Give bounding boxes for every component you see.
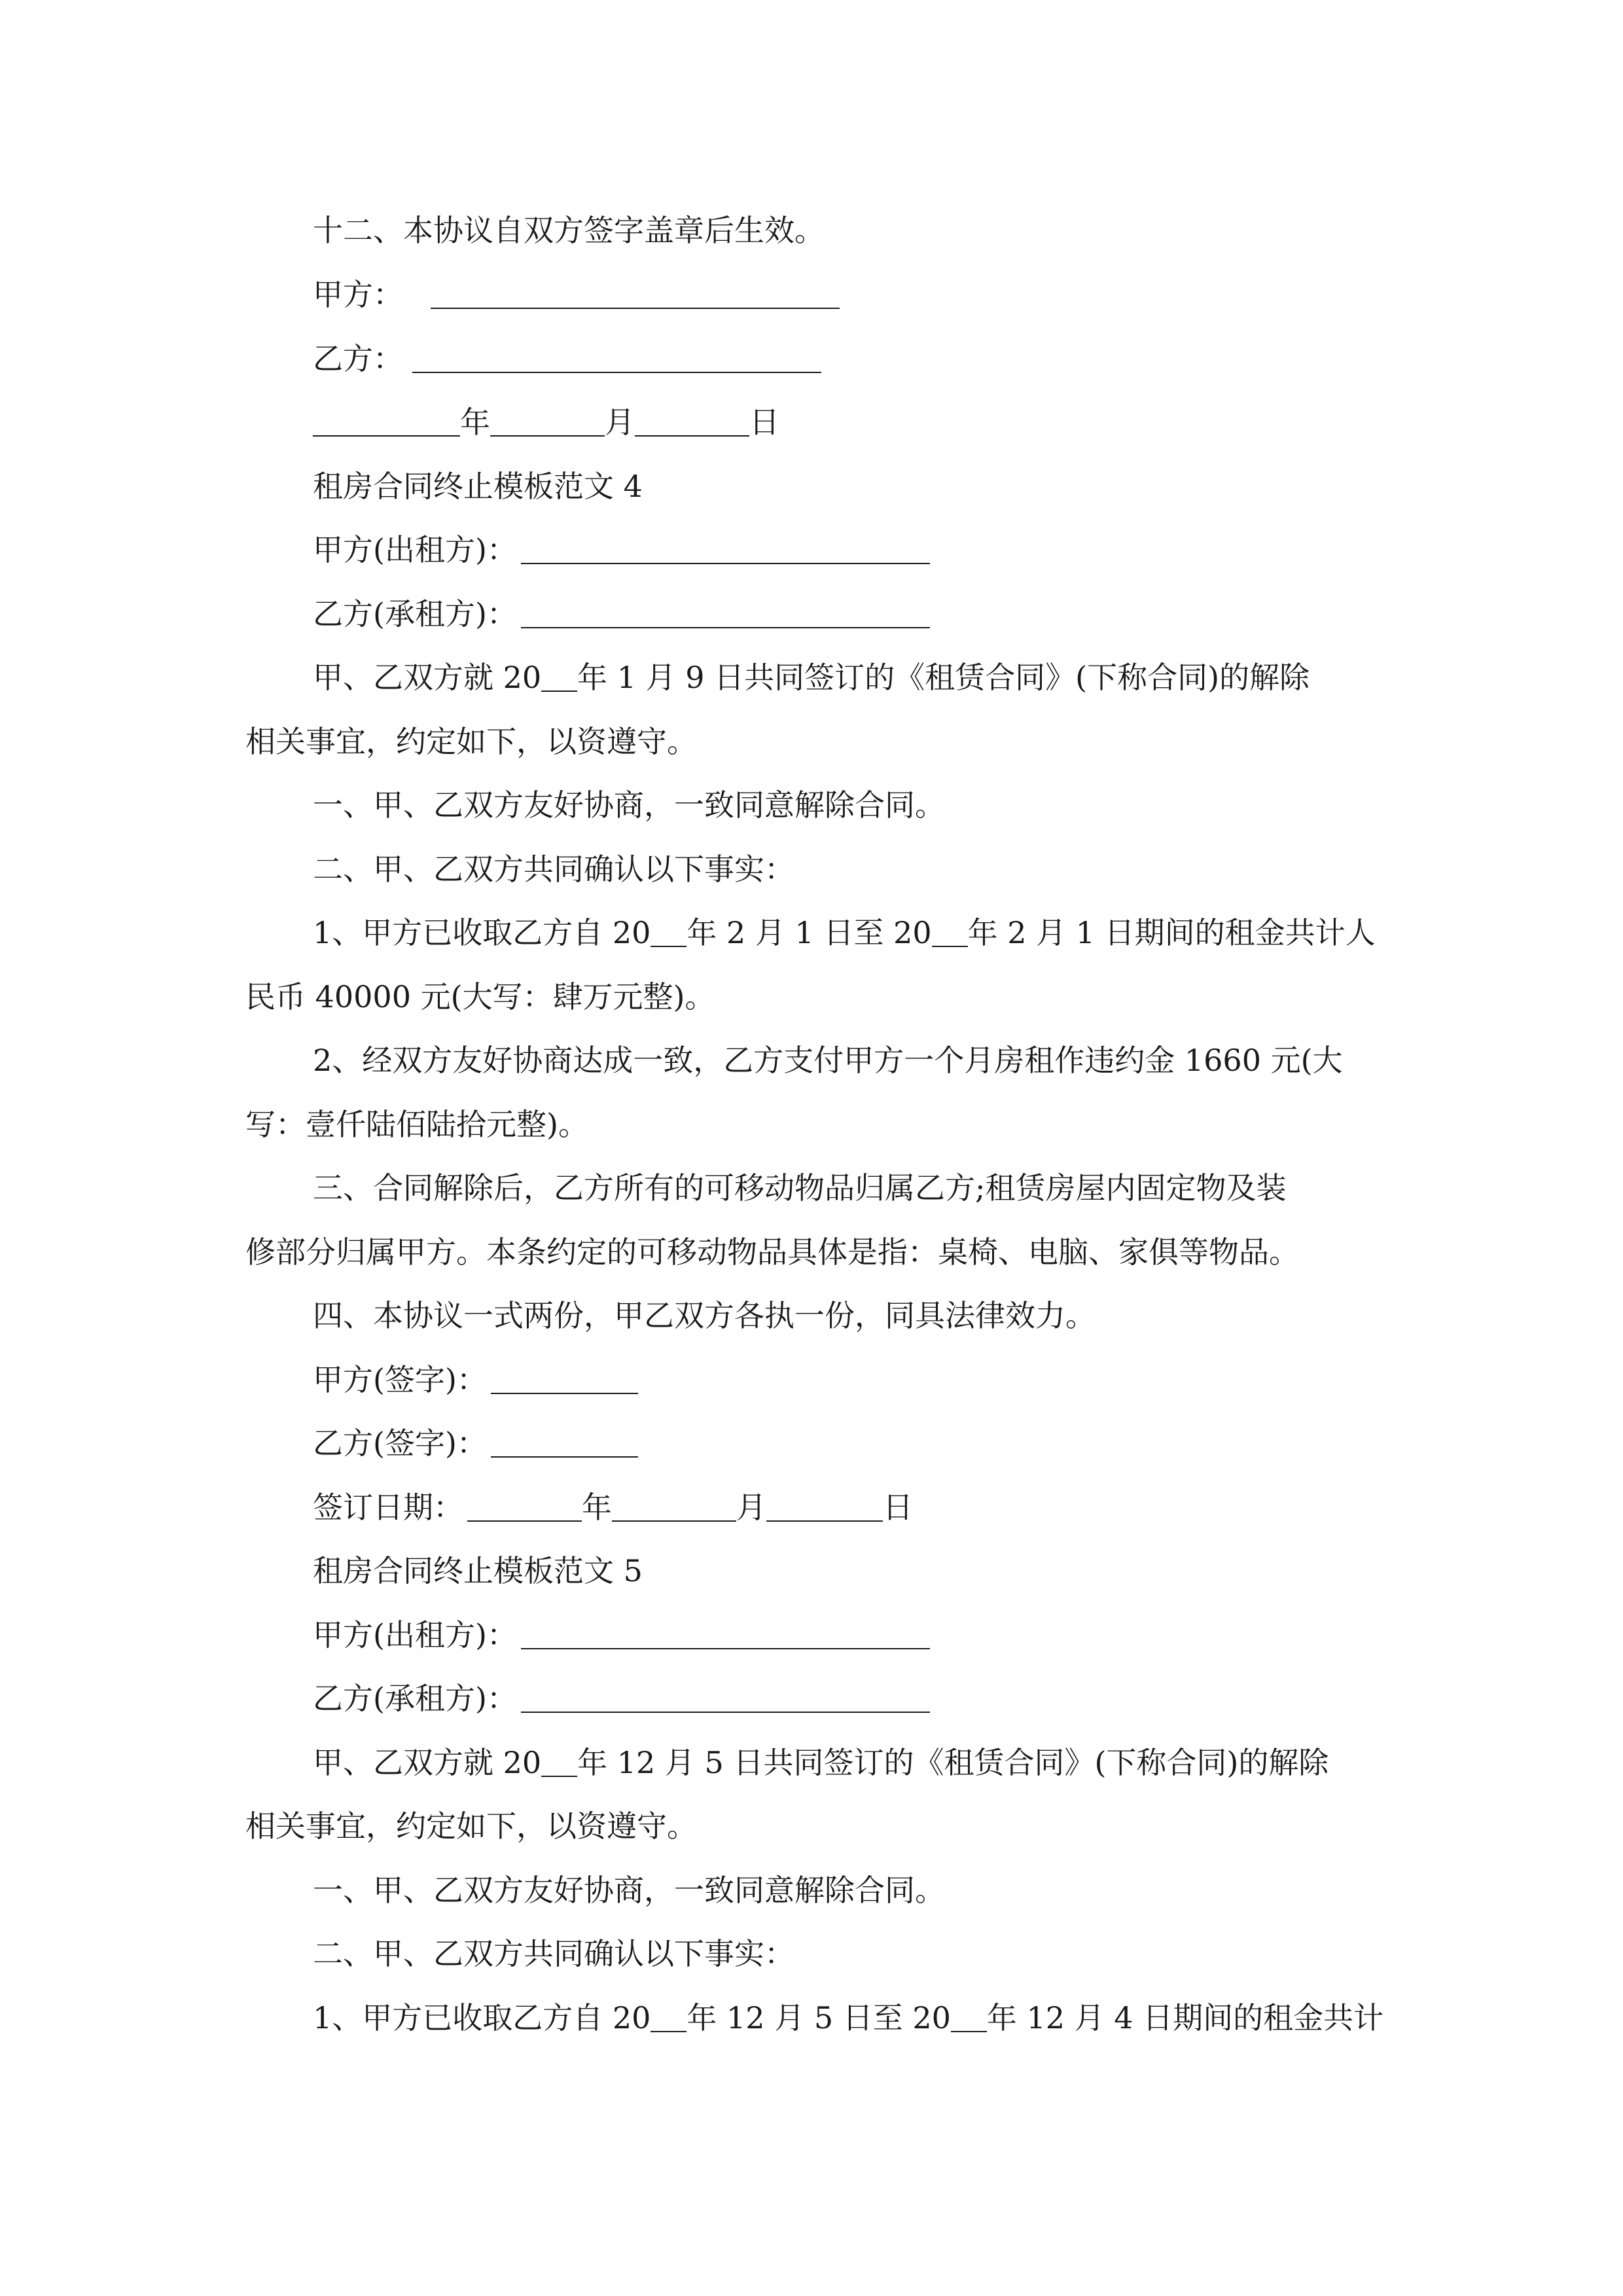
fact-5-one-part1: 1、甲方已收取乙方自 20 bbox=[313, 2000, 651, 2036]
intro-5-part2: 年 12 月 5 日共同签订的《租赁合同》(下称合同)的解除 bbox=[577, 1745, 1329, 1780]
clause-4-two bbox=[313, 850, 794, 889]
fact-4-year-blank-2 bbox=[932, 918, 968, 947]
clause-5-one-text: 一、甲、乙双方友好协商，一致同意解除合同。 bbox=[313, 1873, 945, 1908]
lessor-blank-4 bbox=[521, 535, 930, 564]
lessee-blank-4 bbox=[521, 600, 930, 628]
fact-4-one-line2 bbox=[245, 977, 715, 1016]
intro-4-part1: 甲、乙双方就 20 bbox=[313, 660, 542, 695]
month-blank bbox=[490, 408, 605, 437]
year-blank bbox=[313, 408, 460, 437]
clause-5-one bbox=[313, 1871, 945, 1910]
month-label: 月 bbox=[605, 404, 635, 440]
intro-4-part2: 年 1 月 9 日共同签订的《租赁合同》(下称合同)的解除 bbox=[577, 660, 1310, 695]
party-a-label: 甲方： bbox=[313, 277, 403, 312]
day-label: 日 bbox=[749, 404, 779, 440]
day-blank bbox=[635, 408, 749, 437]
intro-5-part1: 甲、乙双方就 20 bbox=[313, 1745, 542, 1780]
lessee-line-4 bbox=[313, 594, 930, 634]
clause-4-one bbox=[313, 785, 945, 825]
intro-paragraph-5-line1 bbox=[313, 1743, 1329, 1782]
signing-date-line-4 bbox=[313, 1488, 913, 1527]
clause-4-three-part2: 修部分归属甲方。本条约定的可移动物品具体是指：桌椅、电脑、家俱等物品。 bbox=[245, 1234, 1299, 1270]
fact-4-two-part1: 2、经双方友好协商达成一致，乙方支付甲方一个月房租作违约金 1660 元(大 bbox=[313, 1043, 1343, 1078]
clause-5-two-text: 二、甲、乙双方共同确认以下事实： bbox=[313, 1936, 794, 1971]
fact-4-two-part2: 写：壹仟陆佰陆拾元整)。 bbox=[245, 1107, 588, 1142]
signing-month-blank-4 bbox=[612, 1493, 736, 1522]
clause-4-four-text: 四、本协议一式两份，甲乙双方各执一份，同具法律效力。 bbox=[313, 1298, 1096, 1333]
clause-4-three-line1 bbox=[313, 1168, 1287, 1208]
clause-twelve-text: 十二、本协议自双方签字盖章后生效。 bbox=[313, 213, 825, 248]
fact-5-one-part3: 年 12 月 4 日期间的租金共计 bbox=[986, 2000, 1384, 2036]
lessee-blank-5 bbox=[521, 1684, 930, 1713]
template-4-title bbox=[313, 467, 643, 506]
lessor-line-4 bbox=[313, 530, 930, 569]
fact-4-year-blank-1 bbox=[651, 918, 687, 947]
lessor-line-5 bbox=[313, 1615, 930, 1655]
fact-4-two-line1 bbox=[313, 1041, 1343, 1080]
fact-4-one-part3: 年 2 月 1 日期间的租金共计人 bbox=[967, 915, 1376, 950]
clause-4-three-part1: 三、合同解除后，乙方所有的可移动物品归属乙方;租赁房屋内固定物及装 bbox=[313, 1170, 1287, 1206]
lessor-label-4: 甲方(出租方)： bbox=[313, 532, 517, 567]
party-a-sign-line-4 bbox=[313, 1360, 638, 1399]
party-b-sign-blank-4 bbox=[491, 1429, 638, 1458]
fact-5-one-line1 bbox=[313, 1998, 1383, 2037]
lessee-label-5: 乙方(承租方)： bbox=[313, 1681, 517, 1716]
date-line bbox=[313, 403, 779, 442]
fact-4-one-part1: 1、甲方已收取乙方自 20 bbox=[313, 915, 651, 950]
clause-4-two-text: 二、甲、乙双方共同确认以下事实： bbox=[313, 852, 794, 887]
year-label: 年 bbox=[460, 404, 490, 440]
signing-date-label-4: 签订日期： bbox=[313, 1490, 463, 1525]
clause-twelve bbox=[313, 211, 825, 250]
template-5-title bbox=[313, 1551, 643, 1590]
lessee-label-4: 乙方(承租方)： bbox=[313, 596, 517, 632]
signing-day-blank-4 bbox=[766, 1493, 883, 1522]
party-b-sign-line-4 bbox=[313, 1424, 638, 1463]
party-a-sign-label-4: 甲方(签字)： bbox=[313, 1362, 487, 1397]
fact-5-one-part2: 年 12 月 5 日至 20 bbox=[687, 2000, 951, 2036]
fact-4-one-part2: 年 2 月 1 日至 20 bbox=[687, 915, 932, 950]
party-b-label: 乙方： bbox=[313, 341, 403, 376]
intro-5-part3: 相关事宜，约定如下，以资遵守。 bbox=[245, 1808, 697, 1844]
template-5-title-text: 租房合同终止模板范文 5 bbox=[313, 1553, 643, 1588]
party-a-sign-blank-4 bbox=[491, 1365, 638, 1394]
clause-4-four bbox=[313, 1296, 1096, 1335]
fact-4-one-line1 bbox=[313, 913, 1376, 952]
clause-5-two bbox=[313, 1934, 794, 1973]
clause-4-three-line2 bbox=[245, 1232, 1299, 1272]
template-4-title-text: 租房合同终止模板范文 4 bbox=[313, 469, 643, 504]
party-b-signature-line bbox=[313, 339, 821, 378]
fact-5-year-blank-2 bbox=[951, 2003, 987, 2032]
party-b-blank bbox=[412, 344, 821, 373]
fact-4-two-line2 bbox=[245, 1105, 588, 1144]
fact-4-one-part4: 民币 40000 元(大写：肆万元整)。 bbox=[245, 979, 715, 1014]
signing-day-label-4: 日 bbox=[883, 1490, 913, 1525]
party-b-sign-label-4: 乙方(签字)： bbox=[313, 1426, 487, 1461]
signing-month-label-4: 月 bbox=[736, 1490, 766, 1525]
lessor-blank-5 bbox=[521, 1621, 930, 1649]
lessee-line-5 bbox=[313, 1679, 930, 1718]
lessor-label-5: 甲方(出租方)： bbox=[313, 1617, 517, 1653]
party-a-blank bbox=[431, 280, 840, 309]
intro-5-year-blank bbox=[541, 1748, 577, 1777]
party-a-signature-line bbox=[313, 275, 840, 314]
intro-paragraph-5-line2 bbox=[245, 1806, 697, 1846]
clause-4-one-text: 一、甲、乙双方友好协商，一致同意解除合同。 bbox=[313, 787, 945, 823]
intro-4-year-blank bbox=[541, 663, 577, 692]
intro-paragraph-4-line1 bbox=[313, 658, 1310, 697]
intro-4-part3: 相关事宜，约定如下，以资遵守。 bbox=[245, 724, 697, 759]
signing-year-blank-4 bbox=[467, 1493, 582, 1522]
fact-5-year-blank-1 bbox=[651, 2003, 687, 2032]
signing-year-label-4: 年 bbox=[582, 1490, 612, 1525]
intro-paragraph-4-line2 bbox=[245, 722, 697, 761]
